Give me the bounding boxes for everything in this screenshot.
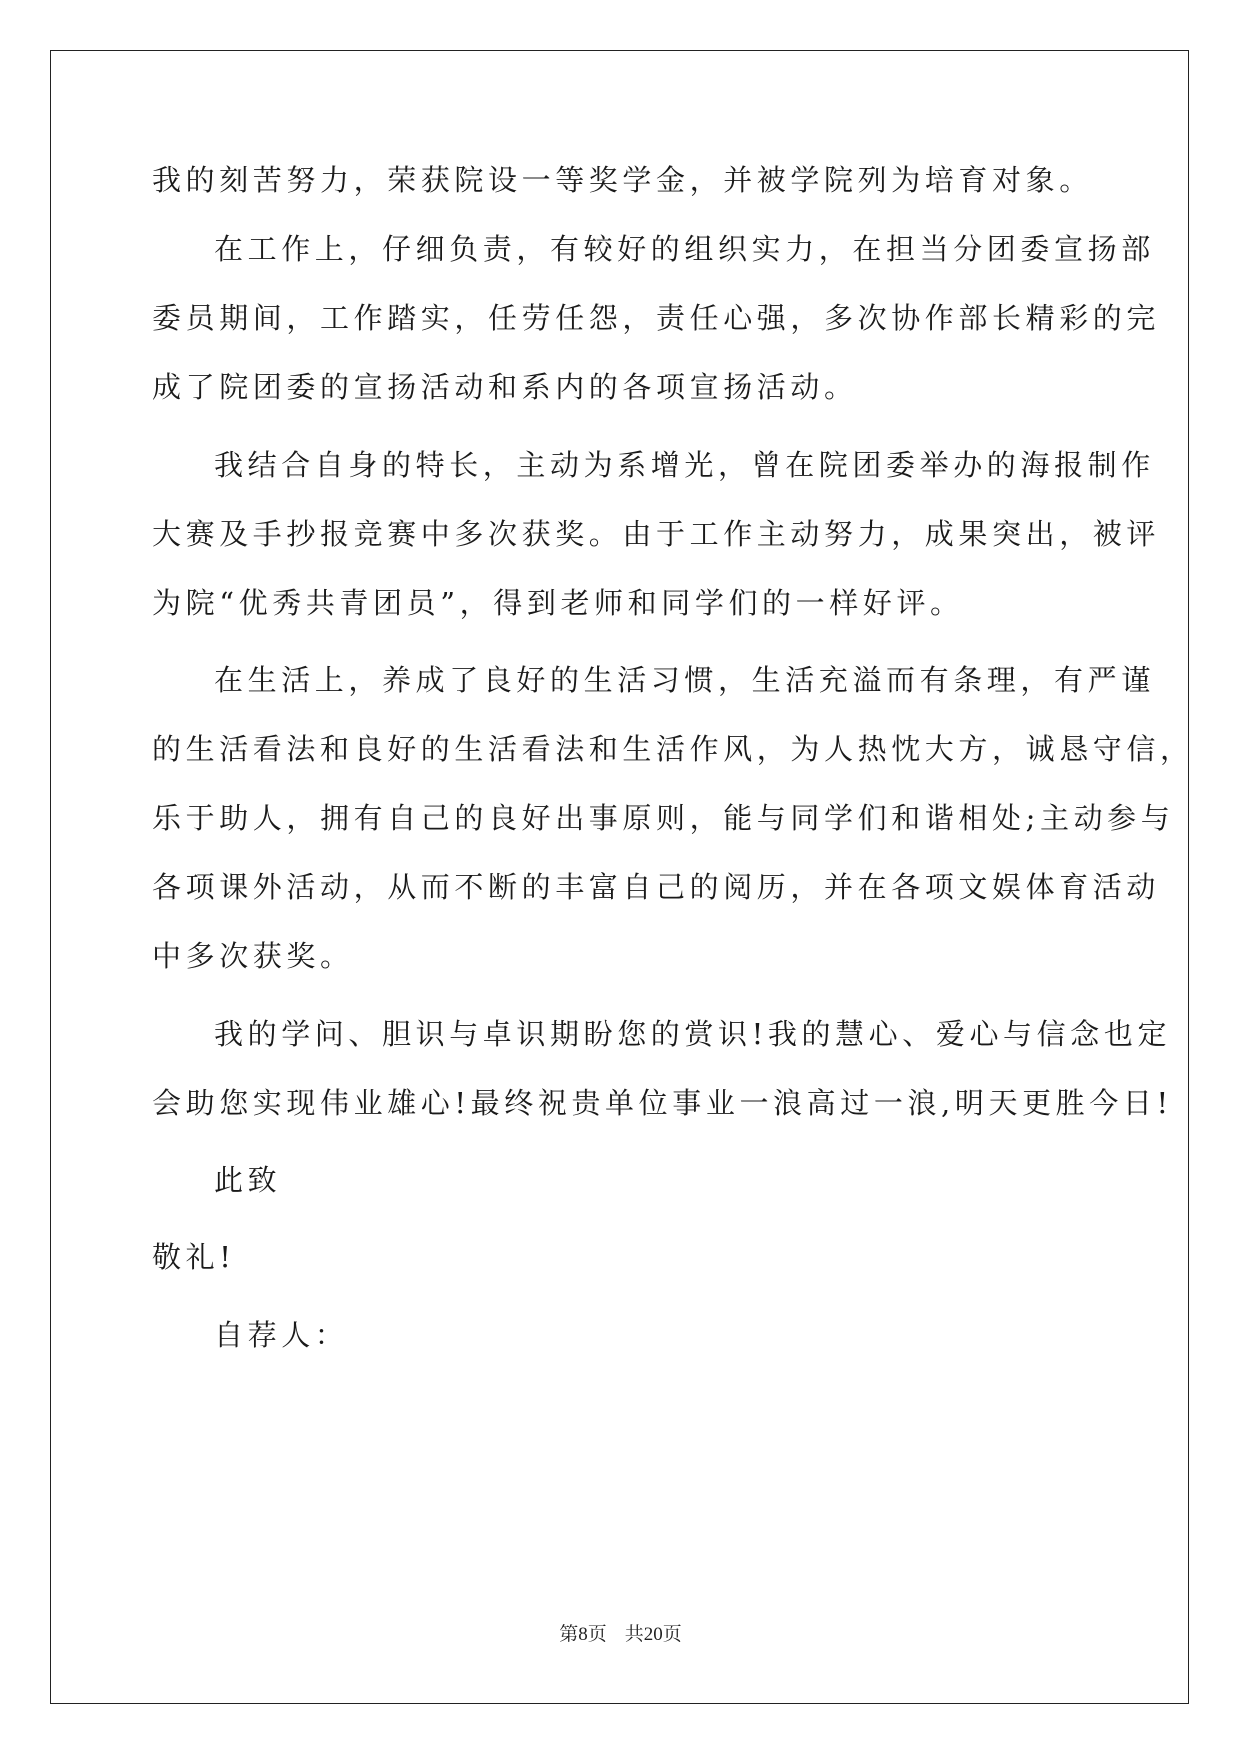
text-line: 中多次获奖。 bbox=[152, 939, 354, 973]
paragraph-start-line: 在工作上，仔细负责，有较好的组织实力，在担当分团委宣扬部 bbox=[214, 232, 1155, 266]
paragraph-start-line: 我结合自身的特长，主动为系增光，曾在院团委举办的海报制作 bbox=[214, 448, 1155, 482]
text-line: 为院“优秀共青团员”，得到老师和同学们的一样好评。 bbox=[152, 586, 964, 620]
text-line: 成了院团委的宣扬活动和系内的各项宣扬活动。 bbox=[152, 370, 858, 404]
closing-salutation: 此致 bbox=[214, 1163, 282, 1197]
text-line: 各项课外活动，从而不断的丰富自己的阅历，并在各项文娱体育活动 bbox=[152, 870, 1161, 904]
signature-label: 自荐人： bbox=[214, 1318, 349, 1352]
page-number-current: 第8页 bbox=[559, 1624, 607, 1645]
text-line: 大赛及手抄报竞赛中多次获奖。由于工作主动努力，成果突出，被评 bbox=[152, 517, 1161, 551]
paragraph-start-line: 在生活上，养成了良好的生活习惯，生活充溢而有条理，有严谨 bbox=[214, 663, 1155, 697]
closing-regards: 敬礼! bbox=[152, 1240, 236, 1274]
page-number-total: 共20页 bbox=[624, 1624, 682, 1645]
text-line: 会助您实现伟业雄心!最终祝贵单位事业一浪高过一浪,明天更胜今日! bbox=[152, 1086, 1173, 1120]
page-footer bbox=[0, 1623, 1241, 1647]
text-line: 委员期间，工作踏实，任劳任怨，责任心强，多次协作部长精彩的完 bbox=[152, 301, 1161, 335]
paragraph-start-line: 我的学问、胆识与卓识期盼您的赏识!我的慧心、爱心与信念也定 bbox=[214, 1017, 1172, 1051]
text-line: 的生活看法和良好的生活看法和生活作风，为人热忱大方，诚恳守信， bbox=[152, 732, 1194, 766]
text-line: 我的刻苦努力，荣获院设一等奖学金，并被学院列为培育对象。 bbox=[152, 163, 1093, 197]
text-line: 乐于助人，拥有自己的良好出事原则，能与同学们和谐相处;主动参与 bbox=[152, 801, 1175, 835]
